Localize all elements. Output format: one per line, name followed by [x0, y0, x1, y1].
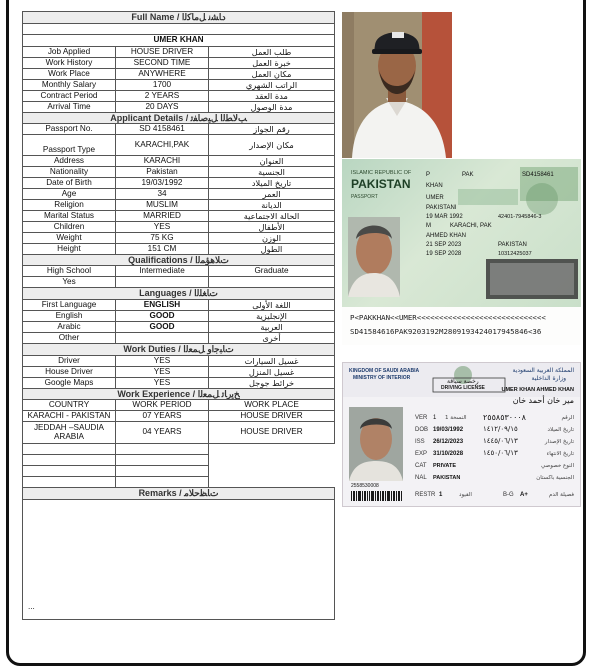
- applicant-label-ar: تاريخ الميلاد: [209, 178, 335, 189]
- applicant-details-header: Applicant Details / ﺐﻟﺎﻄﻟا ﻞﻴﺻﺎﻔﺗ: [23, 113, 335, 124]
- passport-type: P: [426, 172, 431, 178]
- applicant-label: Religion: [23, 200, 116, 211]
- applicant-label-ar: الأطفال: [209, 222, 335, 233]
- full-name-header: Full Name / دﺎﺸﻧ ﻞﻣﺎﻛﻟا: [23, 12, 335, 24]
- duty-label: Driver: [23, 356, 116, 367]
- language-value: [116, 333, 209, 344]
- passport-doc-label: PASSPORT: [351, 194, 378, 200]
- passport-number: SD4158461: [522, 172, 554, 178]
- applicant-label-ar: الحالة الاجتماعية: [209, 211, 335, 222]
- license-exp-ar: تاريخ الانتهاء: [546, 451, 574, 457]
- license-blood-label: B-G: [503, 492, 514, 498]
- exp-col: WORK PERIOD: [116, 400, 209, 411]
- license-country-ar: المملكة العربية السعودية: [512, 367, 574, 374]
- exp-col: COUNTRY: [23, 400, 116, 411]
- job-label-ar: مدة الوصول: [209, 102, 335, 113]
- applicant-value: SD 4158461: [116, 124, 209, 135]
- passport-code: PAK: [462, 172, 474, 178]
- license-ver: 1: [433, 415, 437, 421]
- duty-value: YES: [116, 367, 209, 378]
- job-value: 1700: [116, 80, 209, 91]
- applicant-label-ar: الديانة: [209, 200, 335, 211]
- job-label: Monthly Salary: [23, 80, 116, 91]
- passport-father: AHMED KHAN: [426, 233, 467, 239]
- applicant-label-ar: مكان الإصدار: [209, 135, 335, 156]
- passport-id: 42401-7945846-3: [498, 214, 542, 220]
- license-country-en: KINGDOM OF SAUDI ARABIA: [349, 368, 420, 374]
- remarks-text: ...: [23, 500, 335, 620]
- applicant-label: Age: [23, 189, 116, 200]
- license-title-ar: رخصة سياقة: [447, 378, 479, 385]
- applicant-value: MARRIED: [116, 211, 209, 222]
- applicant-value: MUSLIM: [116, 200, 209, 211]
- license-ministry-ar: وزارة الداخلية: [531, 375, 566, 382]
- applicant-label: Weight: [23, 233, 116, 244]
- applicant-label: Passport No.: [23, 124, 116, 135]
- applicant-value: 75 KG: [116, 233, 209, 244]
- passport-given: UMER: [426, 195, 444, 201]
- license-restr-ar: القيود: [459, 492, 472, 498]
- license-iss-label: ISS: [415, 439, 425, 445]
- duty-label: Google Maps: [23, 378, 116, 389]
- license-nal-ar: الجنسية باكستان: [536, 475, 574, 481]
- passport-surname: KHAN: [426, 183, 443, 189]
- job-label: Arrival Time: [23, 102, 116, 113]
- license-dob-hijri: ١٤١٢/٠٩/١٥: [483, 425, 518, 433]
- passport-expiry: 19 SEP 2028: [426, 251, 462, 257]
- passport-mrz-line-2: SD41584616PAK9203192M2809193424017945846<36: [350, 327, 542, 336]
- cv-table: [22, 11, 335, 620]
- license-number-ar: ٢٥٥٨٥٣٠٠٠٨: [483, 413, 526, 422]
- job-value: SECOND TIME: [116, 58, 209, 69]
- exp-col: WORK PLACE: [209, 400, 335, 411]
- qual-val: [209, 277, 335, 288]
- applicant-value: KARACHI: [116, 156, 209, 167]
- applicant-label-ar: الجنسية: [209, 167, 335, 178]
- license-title-en: DRIVING LICENSE: [441, 385, 485, 391]
- passport-dob: 19 MAR 1992: [426, 214, 463, 220]
- license-iss-hijri: ١٤٤٥/٠٦/١٣: [483, 437, 518, 445]
- exp-period: 04 YEARS: [116, 422, 209, 444]
- duty-label: House Driver: [23, 367, 116, 378]
- duty-value: YES: [116, 378, 209, 389]
- qualifications-header: Qualifications / تﻼﻫﺆﻤﻟا: [23, 255, 335, 266]
- applicant-label: Nationality: [23, 167, 116, 178]
- passport-sex: M: [426, 223, 431, 229]
- license-ver-label: VER: [415, 415, 428, 421]
- exp-place: HOUSE DRIVER: [209, 422, 335, 444]
- passport-authority: PAKISTAN: [498, 242, 527, 248]
- applicant-value: 151 CM: [116, 244, 209, 255]
- languages-header: Languages / تﺎﻐﻠﻟا: [23, 288, 335, 300]
- license-dob: 19/03/1992: [433, 427, 464, 433]
- license-cat: PRIVATE: [433, 463, 457, 469]
- language-label: English: [23, 311, 116, 322]
- language-label-ar: اللغة الأولى: [209, 300, 335, 311]
- job-value: 20 DAYS: [116, 102, 209, 113]
- license-exp: 31/10/2028: [433, 451, 464, 457]
- job-label-ar: مدة العقد: [209, 91, 335, 102]
- applicant-label: Marital Status: [23, 211, 116, 222]
- applicant-value: Pakistan: [116, 167, 209, 178]
- passport-mrz-line-1: P<PAKKHAN<<UMER<<<<<<<<<<<<<<<<<<<<<<<<<<<<<: [350, 313, 546, 322]
- applicant-label-ar: العمر: [209, 189, 335, 200]
- exp-country: JEDDAH –SAUDIA ARABIA: [23, 422, 116, 444]
- qual-val: [116, 277, 209, 288]
- license-ministry-en: MINISTRY OF INTERIOR: [353, 375, 411, 381]
- license-cat-ar: النوع خصوصي: [541, 463, 574, 469]
- language-label: First Language: [23, 300, 116, 311]
- applicant-label-ar: الطول: [209, 244, 335, 255]
- job-value: 2 YEARS: [116, 91, 209, 102]
- applicant-label: Height: [23, 244, 116, 255]
- applicant-photo: [342, 12, 452, 158]
- job-label-ar: خبرة العمل: [209, 58, 335, 69]
- language-label-ar: أخرى: [209, 333, 335, 344]
- remarks-header: Remarks / تﺎﻈﺣﻼﻣ: [23, 488, 335, 500]
- duty-label-ar: خرائط جوجل: [209, 378, 335, 389]
- qual-val: Yes: [23, 277, 116, 288]
- job-label-ar: طلب العمل: [209, 47, 335, 58]
- applicant-label-ar: رقم الجواز: [209, 124, 335, 135]
- license-dob-ar: تاريخ الميلاد: [547, 427, 574, 433]
- exp-place: HOUSE DRIVER: [209, 411, 335, 422]
- qual-col: Intermediate: [116, 266, 209, 277]
- license-iss-ar: تاريخ الإصدار: [544, 439, 574, 445]
- language-label-ar: الإنجليزية: [209, 311, 335, 322]
- license-restr: 1: [439, 492, 443, 498]
- applicant-label: Date of Birth: [23, 178, 116, 189]
- license-iss: 26/12/2023: [433, 439, 464, 445]
- qual-col: Graduate: [209, 266, 335, 277]
- job-value: HOUSE DRIVER: [116, 47, 209, 58]
- language-value: GOOD: [116, 311, 209, 322]
- passport-country-small: ISLAMIC REPUBLIC OF: [351, 170, 412, 176]
- language-label-ar: العربية: [209, 322, 335, 333]
- passport-image: [342, 159, 581, 345]
- applicant-label: Address: [23, 156, 116, 167]
- applicant-label: Children: [23, 222, 116, 233]
- language-label: Other: [23, 333, 116, 344]
- job-label: Work History: [23, 58, 116, 69]
- applicant-value: 34: [116, 189, 209, 200]
- applicant-value: 19/03/1992: [116, 178, 209, 189]
- passport-country: PAKISTAN: [351, 177, 411, 191]
- duty-label-ar: غسيل المنزل: [209, 367, 335, 378]
- work-experience-header: Work Experience / ﺦﻳرﺎﺗ ﻞﻤﻌﻟا: [23, 389, 335, 400]
- license-nal: PAKISTAN: [433, 475, 461, 481]
- job-label: Contract Period: [23, 91, 116, 102]
- license-name-en: UMER KHAN AHMED KHAN: [501, 387, 574, 393]
- job-label: Work Place: [23, 69, 116, 80]
- driving-license-image: [342, 362, 581, 507]
- duty-value: YES: [116, 356, 209, 367]
- exp-country: KARACHI - PAKISTAN: [23, 411, 116, 422]
- language-label: Arabic: [23, 322, 116, 333]
- license-ver-ar: النسخة 1: [445, 415, 467, 421]
- license-blood: A+: [520, 492, 528, 498]
- license-blood-ar: فصيلة الدم: [548, 492, 574, 498]
- applicant-value: YES: [116, 222, 209, 233]
- passport-place: KARACHI, PAK: [450, 223, 492, 229]
- license-cat-label: CAT: [415, 463, 427, 469]
- language-value: ENGLISH: [116, 300, 209, 311]
- license-dob-label: DOB: [415, 427, 429, 433]
- job-label: Job Applied: [23, 47, 116, 58]
- language-value: GOOD: [116, 322, 209, 333]
- license-exp-label: EXP: [415, 451, 428, 457]
- applicant-label-ar: العنوان: [209, 156, 335, 167]
- applicant-label: Passport Type: [23, 135, 116, 156]
- work-duties-header: Work Duties / تﺎﺒﺟاو ﻞﻤﻌﻟا: [23, 344, 335, 356]
- job-label-ar: مكان العمل: [209, 69, 335, 80]
- exp-period: 07 YEARS: [116, 411, 209, 422]
- job-value: ANYWHERE: [116, 69, 209, 80]
- applicant-label-ar: الوزن: [209, 233, 335, 244]
- qual-col: High School: [23, 266, 116, 277]
- passport-issue: 21 SEP 2023: [426, 242, 462, 248]
- job-label-ar: الراتب الشهري: [209, 80, 335, 91]
- passport-tracking: 10312425037: [498, 251, 532, 257]
- license-nal-label: NAL: [415, 475, 427, 481]
- duty-label-ar: غسيل السيارات: [209, 356, 335, 367]
- applicant-value: KARACHI,PAK: [116, 135, 209, 156]
- license-exp-hijri: ١٤٥٠/٠٦/١٣: [483, 449, 518, 457]
- full-name: UMER KHAN: [23, 35, 335, 47]
- license-name-ar: مير خان أحمد خان: [512, 396, 574, 405]
- license-barcode-number: 2558530008: [351, 483, 379, 489]
- passport-nationality: PAKISTANI: [426, 205, 457, 211]
- license-number-label-ar: الرقم: [561, 415, 574, 421]
- license-restr-label: RESTR: [415, 492, 436, 498]
